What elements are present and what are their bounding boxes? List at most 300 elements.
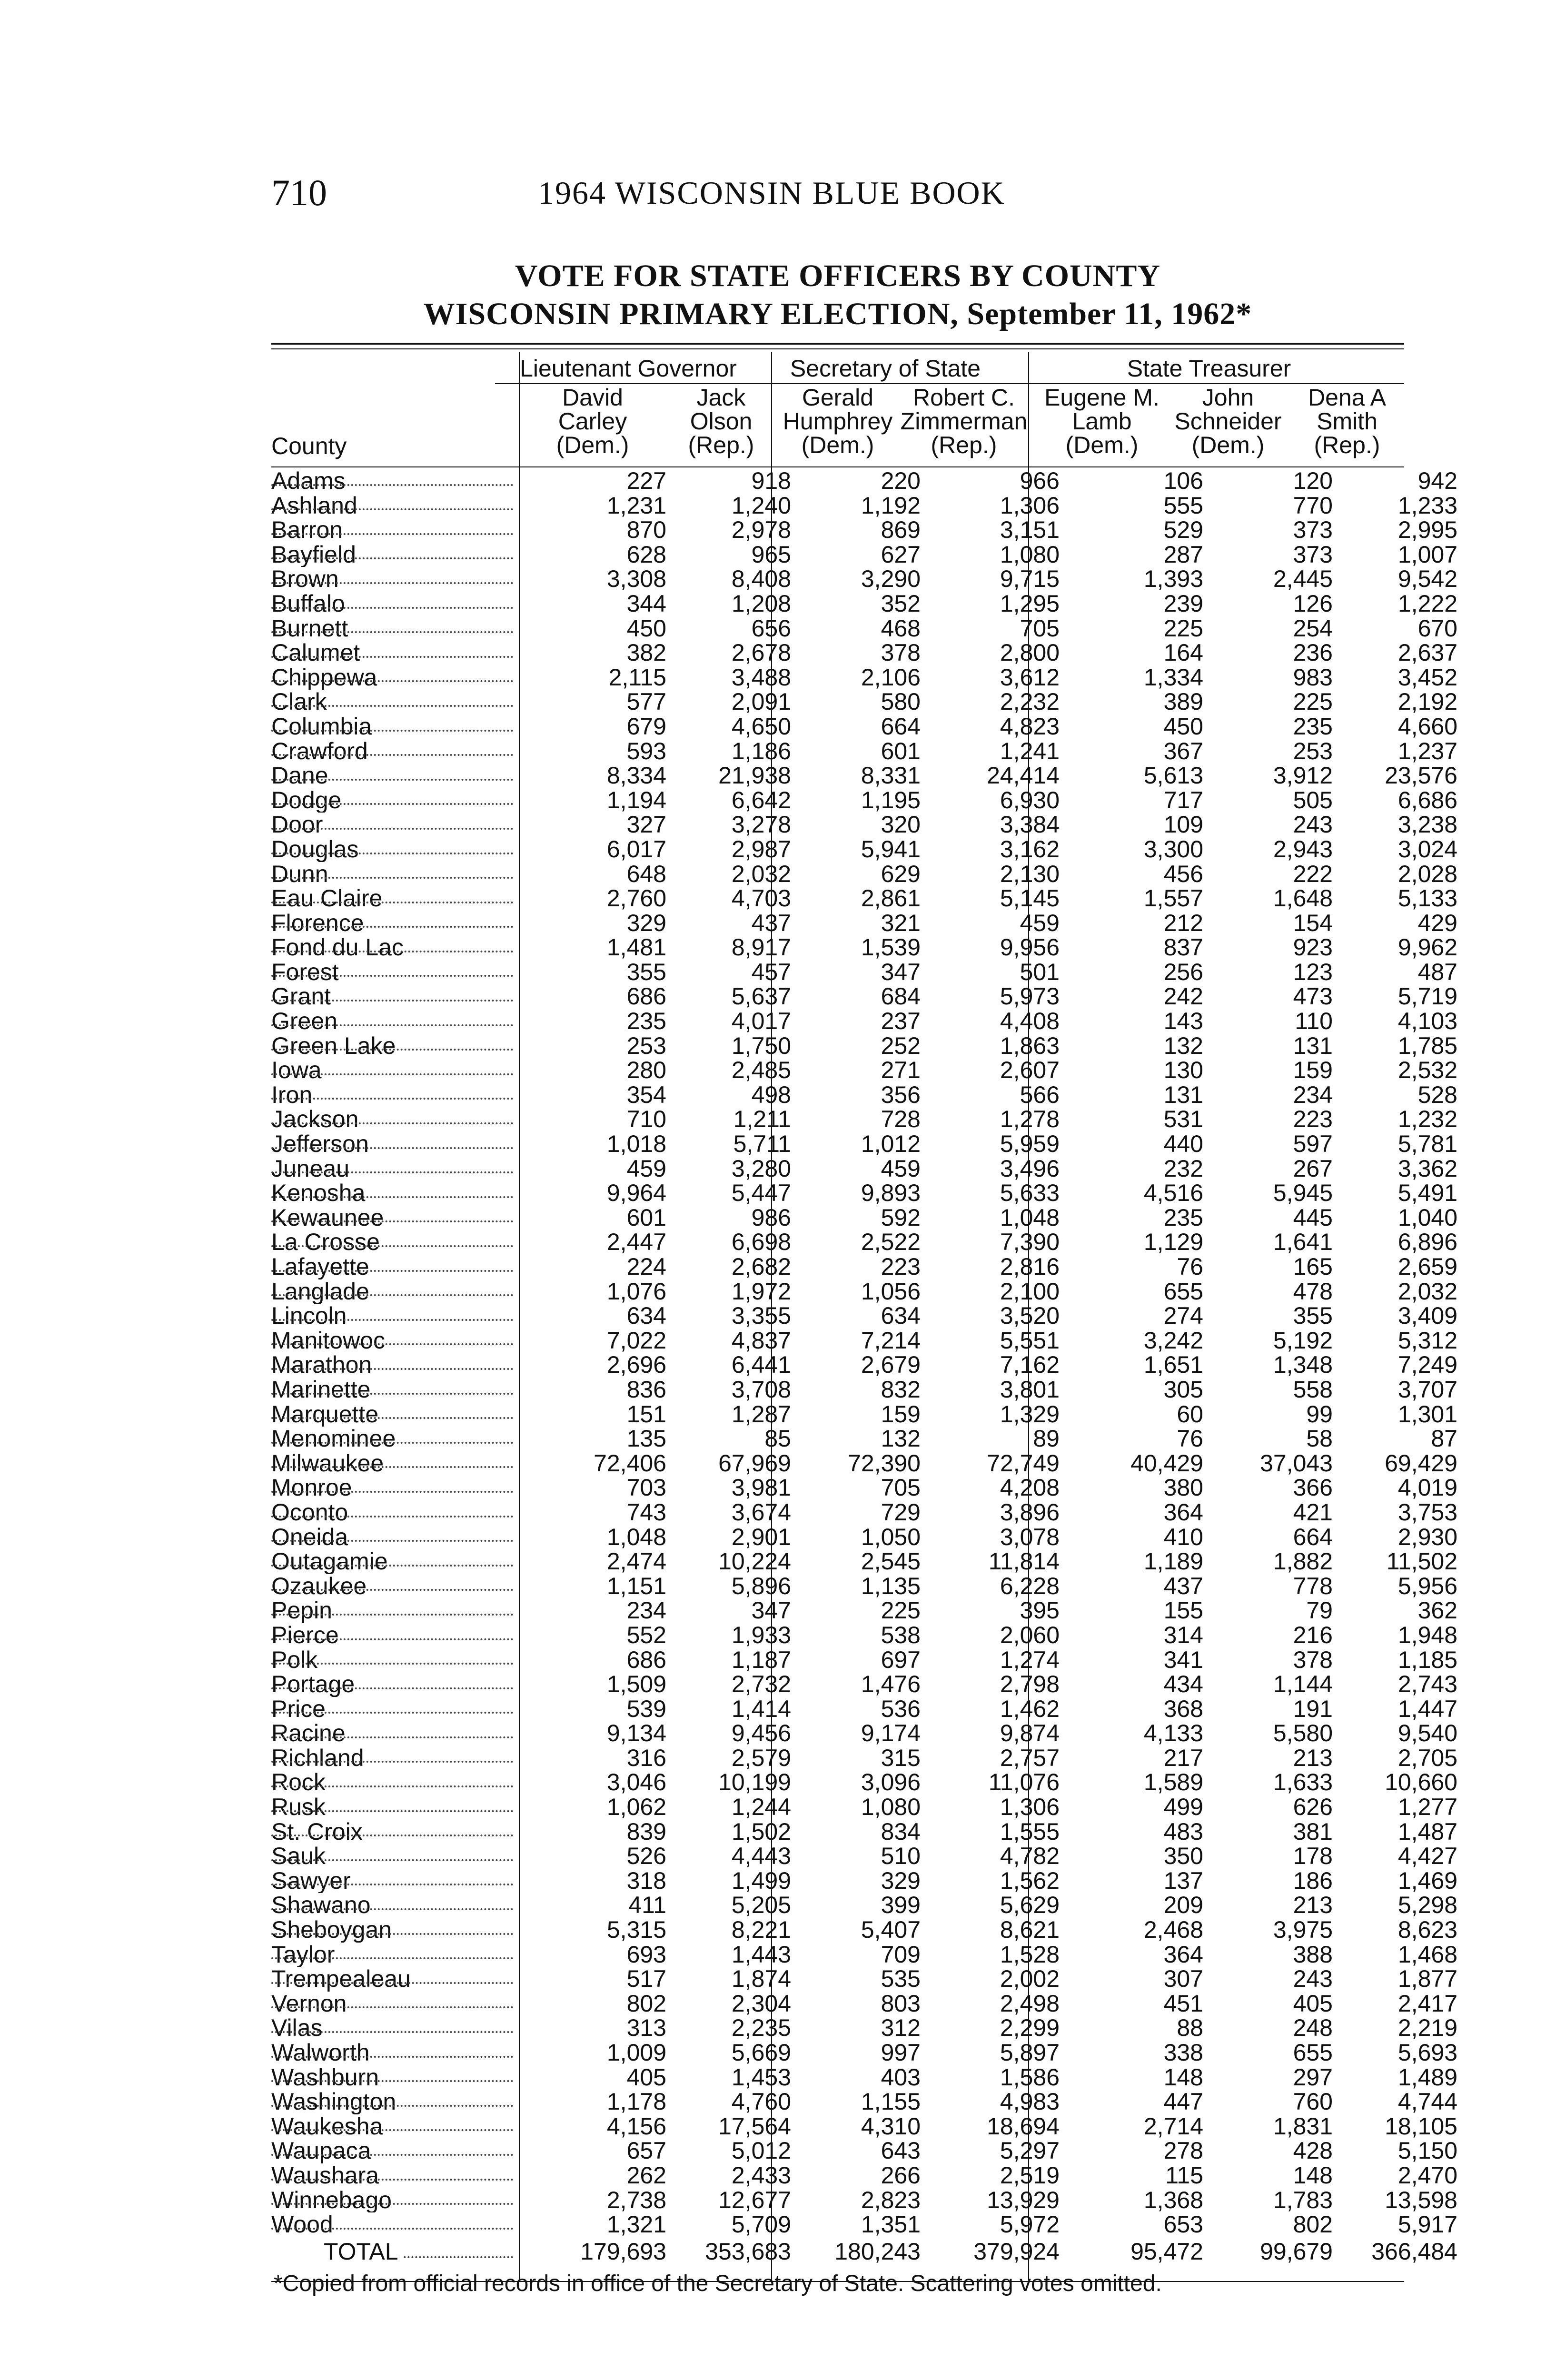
vote-cell: 2,032 [731,862,791,887]
vote-cell: 10,660 [1385,1770,1457,1795]
vote-cell: 212 [1163,911,1203,936]
vote-cell: 405 [626,2065,666,2090]
vote-cell: 6,698 [731,1230,791,1255]
county-name: Portage [271,1672,355,1697]
county-cell [271,764,519,788]
vote-cell: 5,205 [731,1893,791,1918]
vote-cell: 3,355 [731,1304,791,1329]
vote-cell: 2,447 [606,1230,666,1255]
candidate-header-humphrey [776,386,900,457]
candidate-header-olson [662,386,781,457]
vote-cell: 552 [626,1623,666,1648]
vote-cell: 634 [881,1304,921,1329]
vote-cell: 3,290 [861,567,921,592]
county-cell [271,1451,519,1476]
vote-cell: 3,078 [1000,1525,1060,1550]
county-name: Milwaukee [271,1451,384,1476]
vote-cell: 5,693 [1397,2041,1457,2065]
county-name: Ozaukee [271,1574,367,1599]
vote-cell: 213 [1293,1893,1333,1918]
county-cell [271,1574,519,1599]
county-cell [271,1181,519,1206]
table-row [271,1672,1463,1697]
vote-cell: 248 [1293,2016,1333,2041]
table-row [271,1549,1463,1574]
table-row [271,1329,1463,1353]
vote-cell: 1,195 [861,788,921,813]
county-cell [271,1623,519,1648]
vote-cell: 705 [881,1476,921,1500]
vote-cell: 653 [1163,2212,1203,2237]
vote-cell: 3,912 [1273,764,1333,788]
vote-cell: 3,362 [1397,1156,1457,1181]
vote-cell: 1,187 [731,1647,791,1673]
vote-cell: 2,470 [1397,2163,1457,2188]
vote-cell: 2,798 [1000,1672,1060,1697]
vote-cell: 155 [1163,1598,1203,1623]
vote-cell: 5,297 [1000,2139,1060,2163]
table-row [271,1058,1463,1083]
vote-cell: 2,987 [731,837,791,862]
table-row [271,2163,1463,2188]
county-cell [271,1378,519,1402]
county-name: Crawford [271,739,368,764]
county-name: Jefferson [271,1132,369,1157]
county-name: Rock [271,1770,326,1795]
vote-cell: 1,237 [1397,739,1457,764]
vote-cell: 664 [1293,1525,1333,1550]
vote-cell: 37,043 [1260,1451,1333,1476]
county-name: Price [271,1696,326,1722]
table-row [271,2139,1463,2163]
vote-cell: 664 [881,714,921,739]
county-name: Sauk [271,1844,326,1869]
vote-cell: 743 [626,1500,666,1525]
vote-cell: 1,882 [1273,1549,1333,1574]
county-cell [271,960,519,985]
table-row [271,1304,1463,1329]
vote-cell: 657 [626,2139,666,2163]
vote-cell: 242 [1163,984,1203,1010]
vote-cell: 2,192 [1397,690,1457,714]
vote-cell: 6,686 [1397,788,1457,813]
vote-cell: 3,707 [1397,1377,1457,1402]
vote-cell: 4,310 [861,2114,921,2139]
vote-cell: 5,629 [1000,1893,1060,1918]
county-cell [271,616,519,641]
vote-cell: 305 [1163,1377,1203,1402]
vote-cell: 5,192 [1273,1328,1333,1353]
vote-cell: 580 [881,690,921,714]
vote-cell: 72,406 [594,1451,666,1476]
vote-cell: 1,306 [1000,1795,1060,1820]
vote-cell: 498 [751,1082,791,1108]
vote-cell: 9,956 [1000,935,1060,960]
vote-cell: 4,408 [1000,1009,1060,1034]
vote-cell: 315 [881,1745,921,1771]
vote-cell: 1,874 [731,1967,791,1992]
table-row [271,1206,1463,1230]
vote-cell: 312 [881,2016,921,2041]
vote-cell: 5,312 [1397,1328,1457,1353]
vote-cell: 2,679 [861,1353,921,1378]
county-name: Sawyer [271,1868,351,1894]
vote-cell: 670 [1417,616,1457,641]
table-row [271,1107,1463,1132]
vote-cell: 459 [881,1156,921,1181]
vote-cell: 327 [626,813,666,837]
table-row [271,1869,1463,1894]
vote-cell: 76 [1177,1427,1203,1451]
vote-cell: 235 [1293,714,1333,739]
total-row [271,2237,1463,2266]
vote-cell: 23,576 [1385,764,1457,788]
vote-cell: 253 [626,1033,666,1059]
vote-cell: 1,453 [731,2065,791,2090]
county-cell [271,2065,519,2090]
vote-cell: 388 [1293,1942,1333,1967]
column-divider [1028,352,1029,2280]
vote-cell: 5,781 [1397,1132,1457,1157]
vote-cell: 2,816 [1000,1255,1060,1279]
table-row [271,1574,1463,1599]
vote-cell: 313 [626,2016,666,2041]
vote-cell: 373 [1293,518,1333,543]
vote-cell: 5,613 [1143,764,1203,788]
county-cell [271,494,519,518]
county-name: Manitowoc [271,1328,385,1353]
vote-cell: 8,621 [1000,1918,1060,1943]
vote-cell: 106 [1163,469,1203,494]
vote-cell: 278 [1163,2139,1203,2163]
vote-cell: 350 [1163,1844,1203,1869]
vote-cell: 4,823 [1000,714,1060,739]
vote-cell: 89 [1033,1427,1060,1451]
vote-cell: 209 [1163,1893,1203,1918]
county-cell [271,543,519,567]
vote-cell: 6,017 [606,837,666,862]
vote-cell: 7,390 [1000,1230,1060,1255]
vote-cell: 321 [881,911,921,936]
vote-cell: 7,214 [861,1328,921,1353]
vote-cell: 8,917 [731,935,791,960]
vote-cell: 180,243 [834,2238,921,2265]
vote-cell: 1,287 [731,1402,791,1427]
table-row [271,2114,1463,2139]
vote-cell: 307 [1163,1967,1203,1992]
vote-cell: 2,522 [861,1230,921,1255]
vote-cell: 137 [1163,1868,1203,1894]
vote-cell: 110 [1295,1009,1333,1034]
vote-cell: 3,242 [1143,1328,1203,1353]
vote-cell: 2,060 [1000,1623,1060,1648]
vote-cell: 364 [1163,1942,1203,1967]
vote-cell: 1,462 [1000,1696,1060,1722]
vote-cell: 1,641 [1273,1230,1333,1255]
vote-cell: 457 [751,960,791,985]
county-cell [271,518,519,543]
table-row [271,837,1463,862]
total-label: TOTAL [271,2238,402,2265]
vote-cell: 1,785 [1397,1033,1457,1059]
table-row [271,1844,1463,1869]
county-cell [271,886,519,911]
vote-cell: 2,943 [1273,837,1333,862]
vote-cell: 1,499 [731,1868,791,1894]
table-row [271,1770,1463,1795]
vote-cell: 1,586 [1000,2065,1060,2090]
vote-cell: 341 [1163,1647,1203,1673]
vote-cell: 536 [881,1696,921,1722]
vote-cell: 997 [881,2041,921,2065]
vote-cell: 803 [881,1991,921,2016]
vote-cell: 1,972 [731,1279,791,1304]
vote-table-body [271,469,1463,2266]
county-name: Waupaca [271,2139,371,2163]
vote-cell: 686 [626,1647,666,1673]
vote-cell: 8,331 [861,764,921,788]
county-cell [271,2139,519,2163]
running-title: 1964 WISCONSIN BLUE BOOK [538,175,1005,211]
table-row [271,616,1463,641]
county-name: Buffalo [271,591,345,616]
vote-cell: 869 [881,518,921,543]
vote-cell: 364 [1163,1500,1203,1525]
county-cell [271,1329,519,1353]
vote-cell: 459 [1020,911,1060,936]
table-row [271,1402,1463,1427]
vote-cell: 1,244 [731,1795,791,1820]
vote-cell: 254 [1293,616,1333,641]
county-name: Columbia [271,714,372,739]
vote-cell: 213 [1293,1745,1333,1771]
vote-cell: 225 [1293,690,1333,714]
vote-cell: 643 [881,2139,921,2163]
footnote: *Copied from official records in office of the Secretary of State. Scattering votes omitted. [274,2271,1162,2296]
vote-cell: 870 [626,518,666,543]
vote-cell: 1,056 [861,1279,921,1304]
vote-cell: 4,427 [1397,1844,1457,1869]
vote-cell: 5,917 [1397,2212,1457,2237]
county-name: Jackson [271,1107,359,1132]
vote-cell: 1,633 [1273,1770,1333,1795]
vote-cell: 710 [626,1107,666,1132]
vote-cell: 2,901 [731,1525,791,1550]
vote-cell: 3,409 [1397,1304,1457,1329]
county-cell [271,1648,519,1673]
title-line-2: WISCONSIN PRIMARY ELECTION, September 11, 1962* [423,297,1252,331]
table-row [271,2090,1463,2114]
candidate-last-name: Carley [558,408,627,435]
vote-cell: 5,150 [1397,2139,1457,2163]
vote-cell: 3,801 [1000,1377,1060,1402]
county-cell [271,1672,519,1697]
vote-cell: 3,280 [731,1156,791,1181]
county-name: Kenosha [271,1181,366,1206]
candidate-first-name: Jack [696,384,746,411]
vote-cell: 1,468 [1397,1942,1457,1967]
vote-cell: 1,208 [731,591,791,616]
county-name: Sheboygan [271,1918,392,1943]
vote-cell: 58 [1306,1427,1333,1451]
candidate-party: (Dem.) [801,432,874,458]
county-cell [271,935,519,960]
vote-cell: 1,877 [1397,1967,1457,1992]
vote-cell: 379,924 [973,2238,1060,2265]
vote-cell: 148 [1163,2065,1203,2090]
vote-cell: 410 [1163,1525,1203,1550]
vote-cell: 5,897 [1000,2041,1060,2065]
vote-cell: 8,623 [1397,1918,1457,1943]
vote-cell: 918 [751,469,791,494]
table-row [271,1353,1463,1378]
county-cell [271,1230,519,1255]
county-name: Barron [271,518,343,543]
vote-cell: 17,564 [718,2114,791,2139]
vote-cell: 316 [626,1745,666,1771]
table-row [271,1820,1463,1844]
vote-cell: 237 [881,1009,921,1034]
county-name: Eau Claire [271,886,383,911]
vote-cell: 450 [1163,714,1203,739]
county-name: Walworth [271,2041,370,2065]
candidate-header-schneider [1166,386,1290,457]
county-cell [271,1770,519,1795]
vote-cell: 2,002 [1000,1967,1060,1992]
county-name: Pepin [271,1598,332,1623]
county-cell [271,1402,519,1427]
vote-cell: 8,408 [731,567,791,592]
vote-cell: 76 [1177,1255,1203,1279]
vote-cell: 131 [1293,1033,1333,1059]
table-row [271,1623,1463,1648]
vote-cell: 271 [881,1058,921,1083]
vote-cell: 2,468 [1143,1918,1203,1943]
county-name: Brown [271,567,339,592]
vote-cell: 40,429 [1130,1451,1203,1476]
vote-cell: 4,703 [731,886,791,911]
vote-cell: 3,975 [1273,1918,1333,1943]
vote-cell: 531 [1163,1107,1203,1132]
vote-cell: 2,445 [1273,567,1333,592]
vote-cell: 6,441 [731,1353,791,1378]
vote-cell: 703 [626,1476,666,1500]
vote-cell: 1,443 [731,1942,791,1967]
vote-cell: 9,893 [861,1181,921,1206]
vote-cell: 3,238 [1397,813,1457,837]
vote-cell: 130 [1163,1058,1203,1083]
vote-cell: 1,278 [1000,1107,1060,1132]
county-name: Langlade [271,1279,369,1304]
county-cell [271,837,519,862]
vote-cell: 2,682 [731,1255,791,1279]
table-row [271,641,1463,665]
vote-cell: 232 [1163,1156,1203,1181]
county-cell [271,1598,519,1623]
vote-cell: 5,972 [1000,2212,1060,2237]
county-cell [271,862,519,887]
county-cell [271,1058,519,1083]
vote-cell: 770 [1293,493,1333,518]
group-header-state-treasurer: State Treasurer [1127,355,1291,382]
vote-cell: 95,472 [1130,2238,1203,2265]
vote-cell: 2,106 [861,665,921,690]
county-cell [271,1034,519,1059]
vote-cell: 18,105 [1385,2114,1457,2139]
vote-cell: 5,551 [1000,1328,1060,1353]
vote-cell: 1,129 [1143,1230,1203,1255]
county-cell [271,1795,519,1820]
vote-cell: 2,705 [1397,1745,1457,1771]
vote-cell: 468 [881,616,921,641]
county-name: Racine [271,1721,346,1746]
table-row [271,2188,1463,2213]
vote-cell: 1,562 [1000,1868,1060,1894]
vote-cell: 1,189 [1143,1549,1203,1574]
county-name: Grant [271,984,331,1010]
county-cell [271,1427,519,1451]
vote-cell: 6,642 [731,788,791,813]
vote-cell: 223 [881,1255,921,1279]
county-cell [271,1476,519,1500]
vote-cell: 577 [626,690,666,714]
table-row [271,739,1463,764]
table-row [271,690,1463,714]
vote-cell: 225 [881,1598,921,1623]
vote-cell: 314 [1163,1623,1203,1648]
vote-cell: 12,677 [718,2188,791,2213]
vote-cell: 760 [1293,2090,1333,2114]
vote-cell: 8,221 [731,1918,791,1943]
vote-cell: 1,076 [606,1279,666,1304]
vote-cell: 451 [1163,1991,1203,2016]
vote-cell: 2,760 [606,886,666,911]
vote-cell: 18,694 [987,2114,1060,2139]
vote-cell: 256 [1163,960,1203,985]
county-name: Polk [271,1647,318,1673]
vote-cell: 403 [881,2065,921,2090]
table-row [271,1476,1463,1500]
vote-cell: 243 [1293,813,1333,837]
county-name: Green Lake [271,1033,396,1059]
vote-cell: 267 [1293,1156,1333,1181]
vote-cell: 2,100 [1000,1279,1060,1304]
county-name: Ashland [271,493,357,518]
county-cell [271,2163,519,2188]
vote-cell: 1,211 [733,1107,791,1132]
vote-cell: 778 [1293,1574,1333,1599]
county-cell [271,1083,519,1108]
vote-cell: 5,315 [606,1918,666,1943]
vote-cell: 3,981 [731,1476,791,1500]
vote-cell: 566 [1020,1082,1060,1108]
vote-cell: 1,539 [861,935,921,960]
county-cell [271,1992,519,2016]
vote-cell: 2,474 [606,1549,666,1574]
vote-cell: 69,429 [1385,1451,1457,1476]
vote-cell: 368 [1163,1696,1203,1722]
vote-cell: 1,012 [861,1132,921,1157]
vote-cell: 151 [626,1402,666,1427]
vote-cell: 1,231 [606,493,666,518]
county-cell [271,665,519,690]
vote-cell: 79 [1306,1598,1333,1623]
vote-cell: 165 [1293,1255,1333,1279]
vote-cell: 5,580 [1273,1721,1333,1746]
vote-cell: 126 [1293,591,1333,616]
vote-cell: 297 [1293,2065,1333,2090]
vote-cell: 8,334 [606,764,666,788]
